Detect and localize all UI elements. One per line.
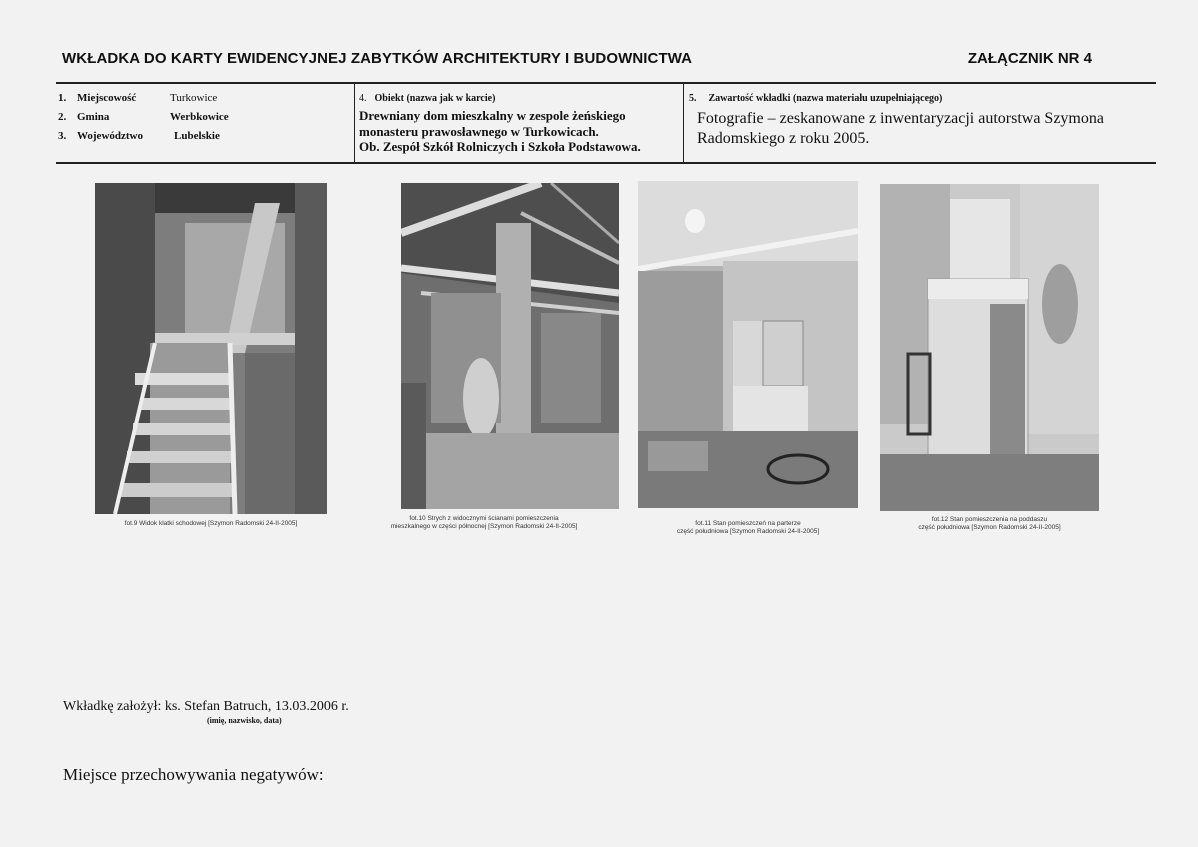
- field-label: Miejscowość: [77, 92, 137, 104]
- document-title: WKŁADKA DO KARTY EWIDENCYJNEJ ZABYTKÓW ARCHITEKTURY I BUDOWNICTWA: [62, 50, 693, 67]
- object-line: monasteru prawosławnego w Turkowicach.: [359, 123, 599, 139]
- object-line: Drewniany dom mieszkalny w zespole żeńskiego: [359, 108, 626, 123]
- field-number: 4.: [359, 93, 367, 104]
- caption-line: fot.9 Widok klatki schodowej [Szymon Radomski 24-II-2005]: [124, 520, 298, 527]
- field-number: 3.: [58, 130, 67, 142]
- field-number: 2.: [58, 111, 67, 123]
- field-label: Gmina: [77, 111, 110, 123]
- author-hint: (imię, nazwisko, data): [207, 716, 282, 725]
- photo-staircase: [95, 183, 327, 514]
- header-top-rule: [56, 82, 1156, 84]
- field-number: 5.: [689, 93, 697, 104]
- photo-attic-room: [880, 184, 1099, 511]
- contents-heading: [689, 93, 1149, 104]
- field-number: 1.: [58, 92, 67, 104]
- caption-line: mieszkalnego w części północnej [Szymon Radomski 24-II-2005]: [390, 523, 578, 530]
- object-section: [359, 93, 679, 155]
- caption-line: fot.11 Stan pomieszczeń na parterze: [695, 520, 801, 527]
- negatives-location: Miejsce przechowywania negatywów:: [63, 765, 324, 784]
- contents-description: [689, 109, 1149, 149]
- caption-line: część południowa [Szymon Radomski 24-II-2005]: [676, 528, 820, 535]
- contents-line: Fotografie – zeskanowane z inwentaryzacji autorstwa Szymona: [697, 110, 1104, 127]
- contents-line: Radomskiego z roku 2005.: [697, 130, 870, 147]
- caption-line: fot.12 Stan pomieszczenia na poddaszu: [931, 516, 1048, 523]
- contents-section: [689, 93, 1149, 149]
- object-line: Ob. Zespół Szkół Rolniczych i Szkoła Podstawowa.: [359, 139, 641, 154]
- column-divider-1: [354, 84, 355, 162]
- photo-attic: [401, 183, 619, 509]
- photo-caption: [350, 515, 618, 531]
- field-label: Obiekt (nazwa jak w karcie): [374, 93, 496, 104]
- column-divider-2: [683, 84, 684, 162]
- field-label: Województwo: [77, 130, 143, 142]
- photo-caption: [95, 520, 327, 528]
- header-bottom-rule: [56, 162, 1156, 164]
- field-value: Werbkowice: [170, 111, 229, 123]
- object-description: [359, 108, 679, 155]
- photo-caption: [638, 520, 858, 536]
- annex-number: ZAŁĄCZNIK NR 4: [967, 50, 1092, 67]
- author-line: Wkładkę założył: ks. Stefan Batruch, 13.03.2006 r.: [63, 699, 349, 714]
- photo-caption: [880, 516, 1099, 532]
- field-label: Zawartość wkładki (nazwa materiału uzupełniającego): [708, 93, 943, 104]
- caption-line: fot.10 Strych z widocznymi ścianami pomieszczenia: [409, 515, 559, 522]
- field-value: Lubelskie: [174, 130, 220, 142]
- field-value: Turkowice: [170, 92, 218, 104]
- caption-line: część południowa [Szymon Radomski 24-II-2005]: [918, 524, 1061, 531]
- object-heading: [359, 93, 679, 104]
- photo-ground-floor: [638, 181, 858, 508]
